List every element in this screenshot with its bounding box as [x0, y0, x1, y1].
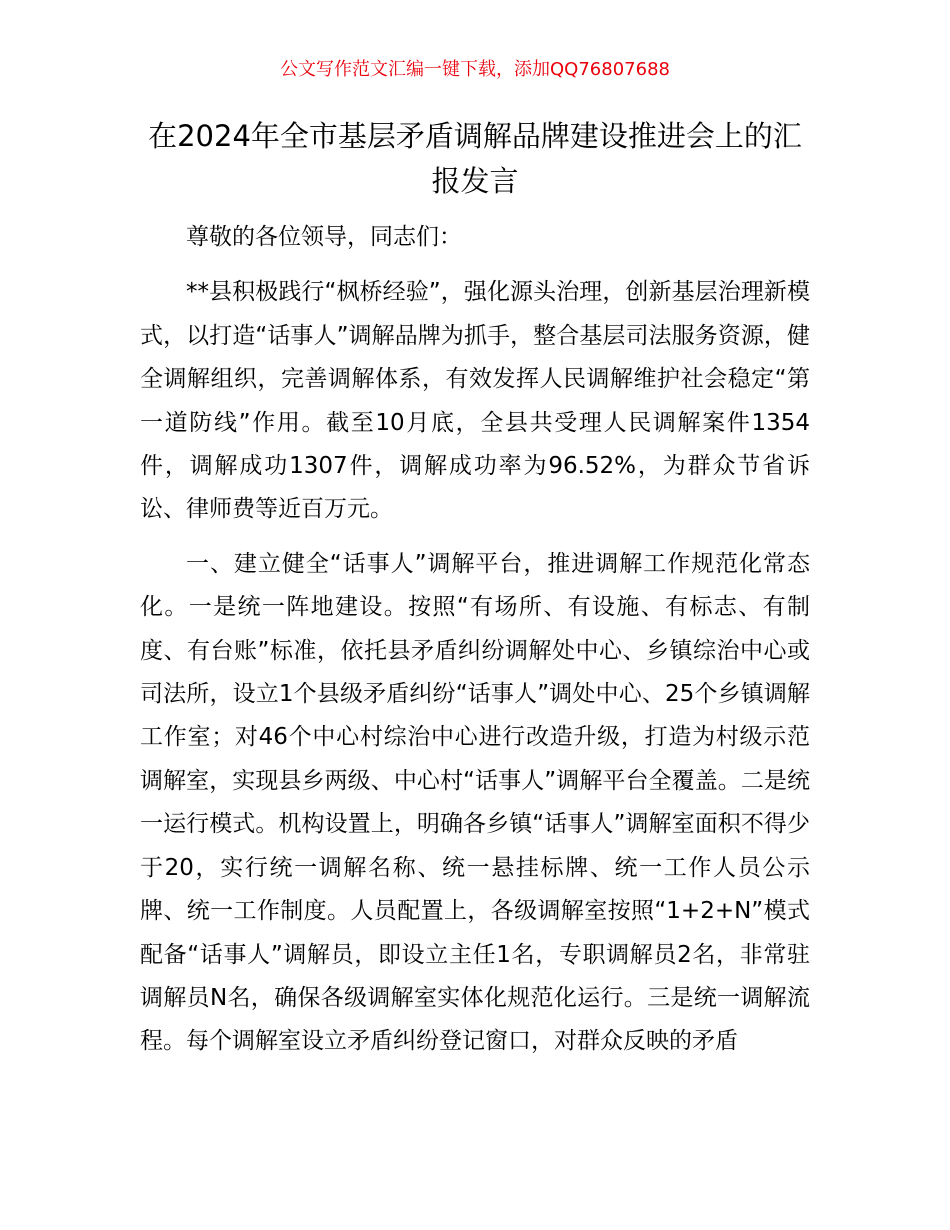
download-banner: 公文写作范文汇编一键下载，添加QQ76807688: [280, 59, 670, 80]
document-title: 在2024年全市基层矛盾调解品牌建设推进会上的汇报发言: [148, 119, 802, 198]
document-body: [140, 216, 810, 1064]
body-paragraph-2: 一、建立健全“话事人”调解平台，推进调解工作规范化常态化。一是统一阵地建设。按照“有场所、有设施、有标志、有制度、有台账”标准，依托县矛盾纠纷调解处中心、乡镇综治中心或司法所，设立1个县级矛盾纠纷“话事人”调处中心、25个乡镇调解工作室；对46个中心村综治中心进行改造升级，打造为村级示范调解室，实现县乡两级、中心村“话事人”调解平台全覆盖。二是统一运行模式。机构设置上，明确各乡镇“话事人”调解室面积不得少于20，实行统一调解名称、统一悬挂标牌、统一工作人员公示牌、统一工作制度。人员配置上，各级调解室按照“1+2+N”模式配备“话事人”调解员，即设立主任1名，专职调解员2名，非常驻调解员N名，确保各级调解室实体化规范化运行。三是统一调解流程。每个调解室设立矛盾纠纷登记窗口，对群众反映的矛盾: [140, 550, 810, 1055]
body-paragraph-1: **县积极践行“枫桥经验”，强化源头治理，创新基层治理新模式，以打造“话事人”调解品牌为抓手，整合基层司法服务资源，健全调解组织，完善调解体系，有效发挥人民调解维护社会稳定“第一道防线”作用。截至10月底，全县共受理人民调解案件1354件，调解成功1307件，调解成功率为96.52%，为群众节省诉讼、律师费等近百万元。: [140, 279, 810, 523]
salutation: 尊敬的各位领导，同志们：: [186, 224, 462, 250]
